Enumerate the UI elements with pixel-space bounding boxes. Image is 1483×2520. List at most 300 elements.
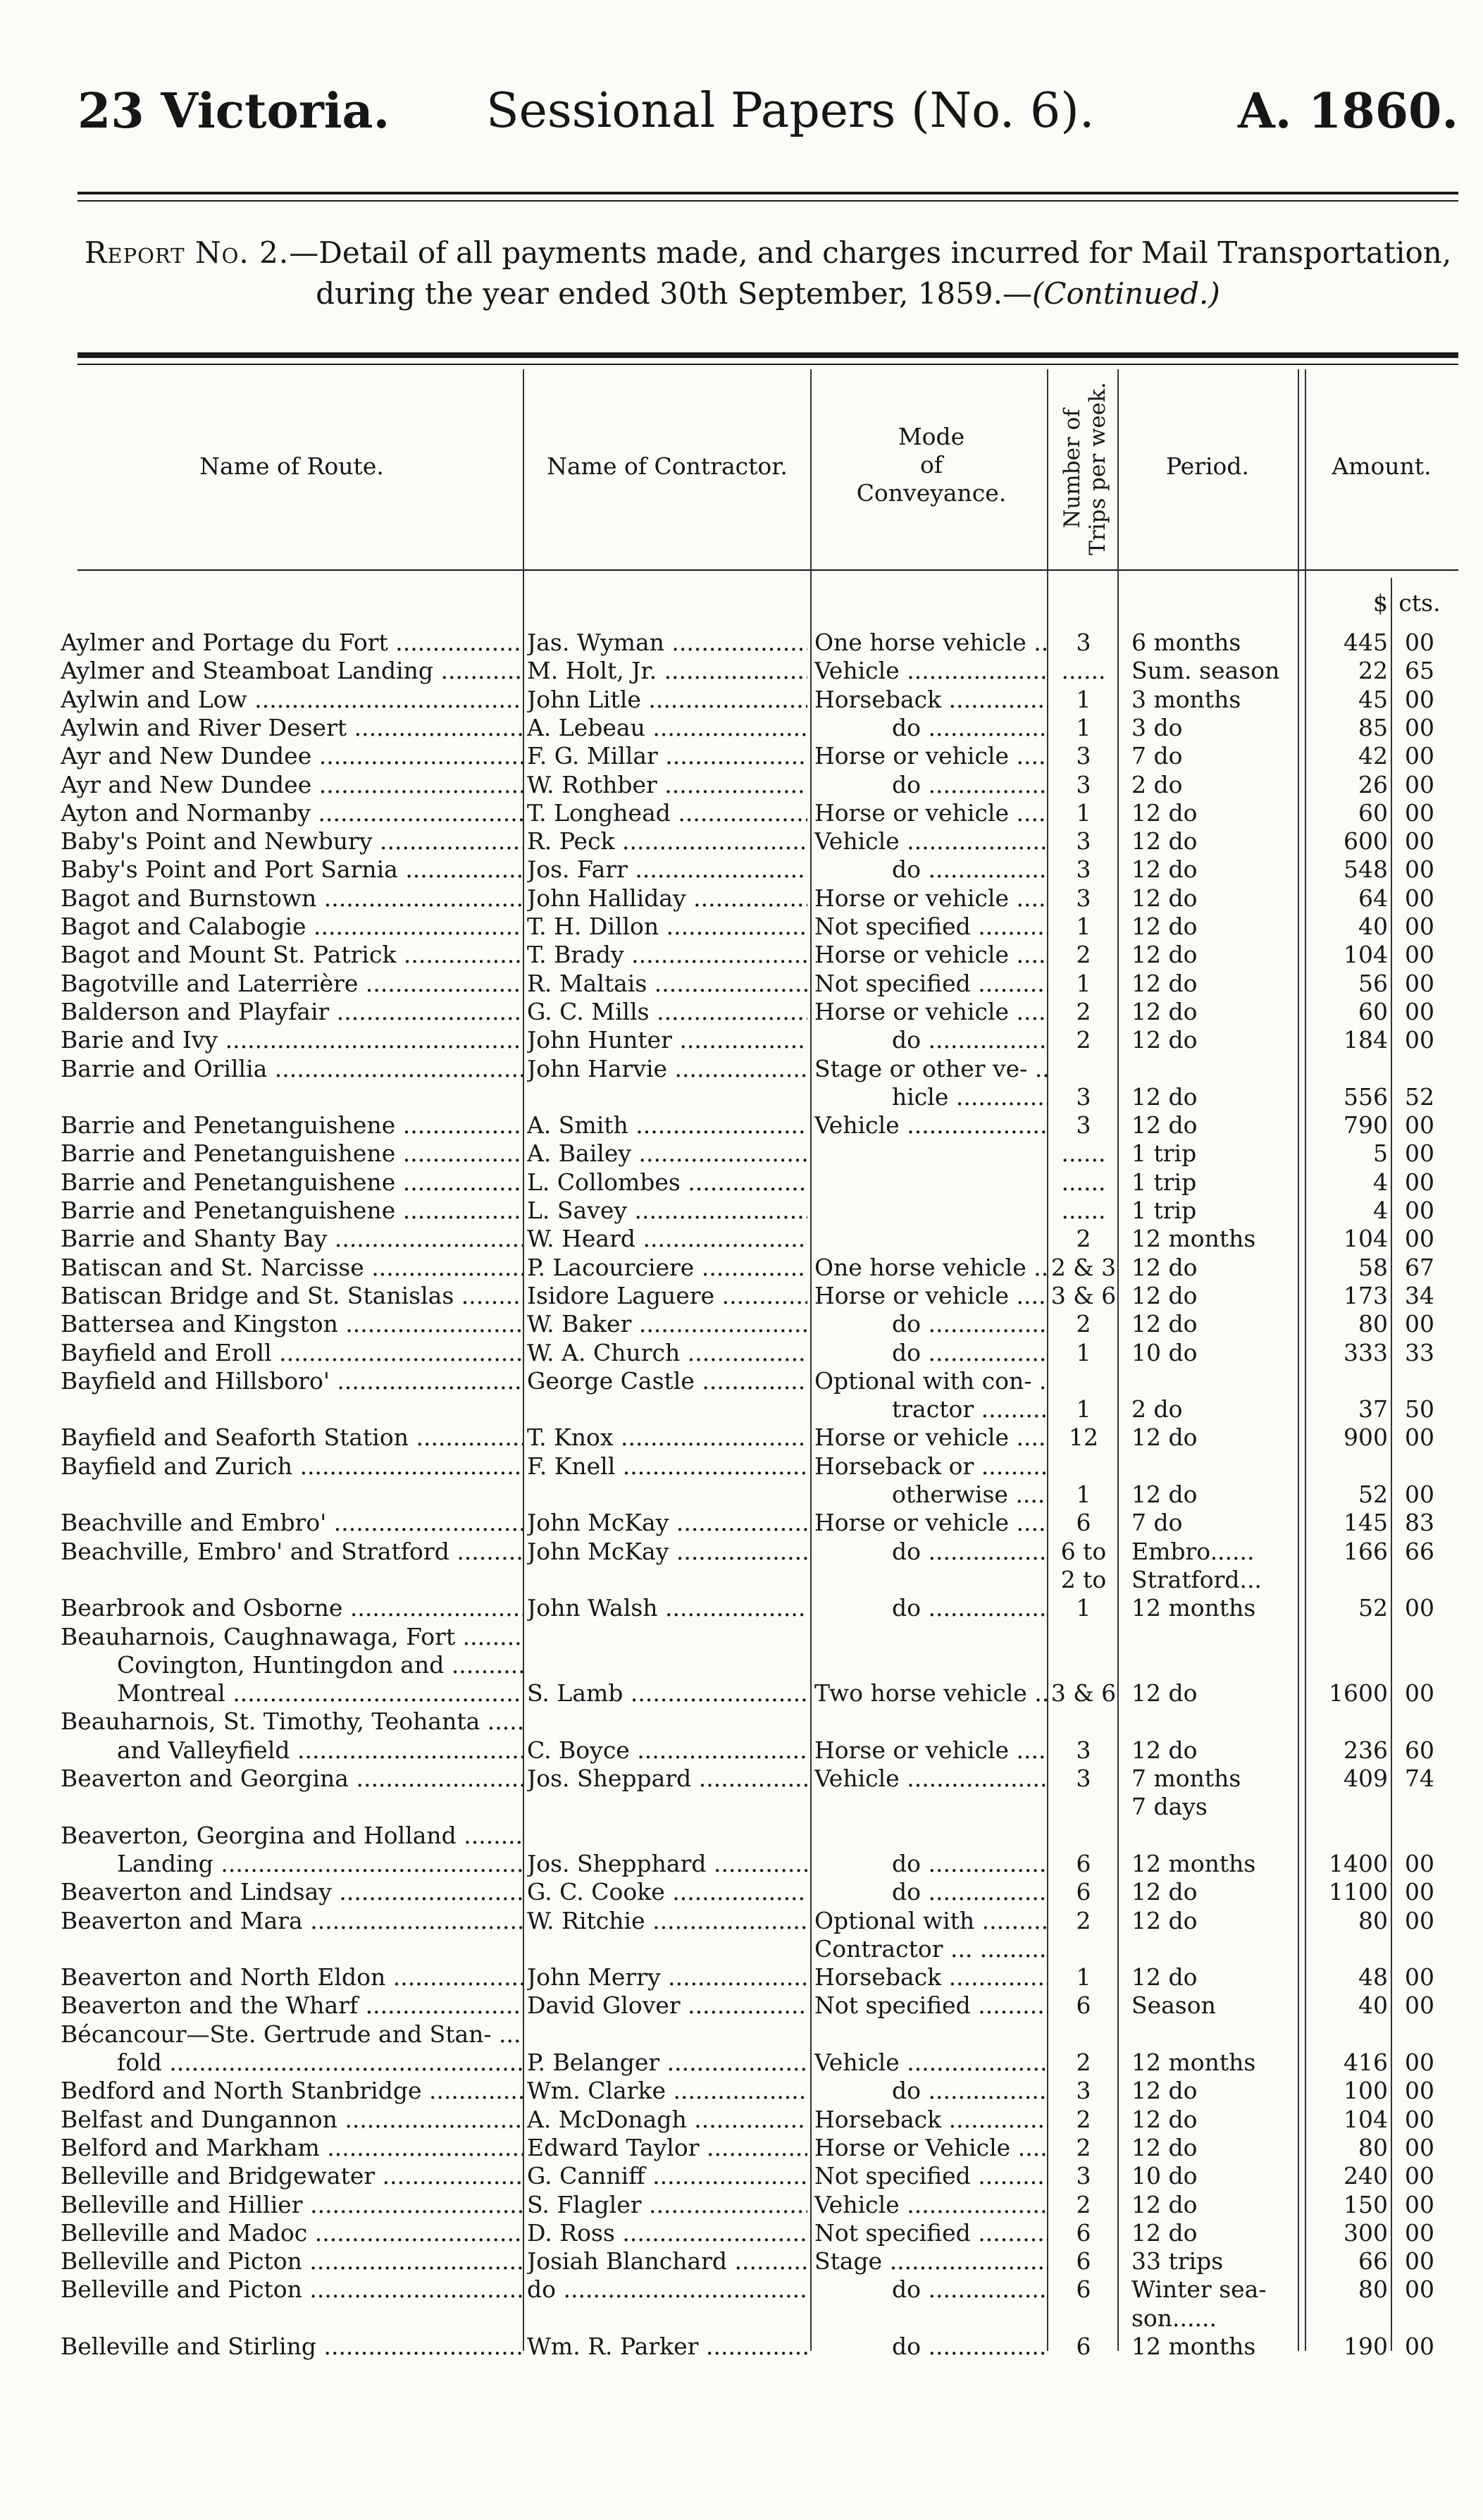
amount-cents: 00 [1405,1026,1434,1054]
amount-dollars: 56 [1358,970,1388,997]
conveyance-mode: do ..... [814,1878,1048,1906]
amount-cents: 00 [1405,1225,1434,1252]
amount-cents: 66 [1405,1538,1434,1565]
contractor-name: John Harvie ..... [527,1055,807,1082]
trips-per-week: 3 [1076,1111,1091,1139]
trips-per-week: 2 [1076,1225,1091,1252]
route-name: Beaverton and the Wharf ..... [61,1991,523,2019]
period: 12 months [1131,2049,1256,2076]
conveyance-mode: otherwise ..... [814,1481,1048,1508]
amount-cents: 60 [1405,1736,1434,1764]
contractor-name: L. Collombes ..... [527,1168,807,1196]
period: 12 do [1131,1282,1198,1309]
conveyance-mode: Horse or vehicle ..... [814,1282,1048,1309]
conveyance-mode: Not specified ..... [814,2162,1048,2189]
trips-per-week: 12 [1069,1423,1098,1451]
period: 12 do [1131,1254,1198,1281]
col-divider-5 [1298,369,1299,2351]
route-name: Belleville and Hillier ..... [61,2191,523,2218]
amount-dollars: 64 [1358,884,1388,912]
conveyance-mode: Contractor ... ..... [814,1935,1048,1963]
amount-cents: 33 [1405,1339,1434,1366]
route-name: Ayr and New Dundee ..... [61,771,523,798]
amount-dollars: 556 [1344,1083,1388,1111]
amount-cents: 34 [1405,1282,1434,1309]
route-name: Beaverton and Lindsay ..... [61,1878,523,1906]
amount-dollars: 60 [1358,998,1388,1025]
amount-dollars: 5 [1373,1139,1388,1167]
route-name: Aylwin and Low ..... [61,686,523,713]
period: 12 months [1131,2333,1256,2360]
contractor-name: Josiah Blanchard ..... [527,2247,807,2275]
amount-cents: 00 [1405,2219,1434,2247]
conveyance-mode: do ..... [814,2275,1048,2303]
contractor-name: G. Canniff ..... [527,2162,807,2189]
contractor-name: T. H. Dillon ..... [527,913,807,940]
route-name: Baby's Point and Port Sarnia ..... [61,856,523,883]
period: son...... [1131,2304,1217,2332]
conveyance-mode: Not specified ..... [814,970,1048,997]
route-name: Beaverton and Mara ..... [61,1907,523,1934]
amount-dollars: 104 [1344,1225,1388,1252]
trips-per-week: 2 [1076,2106,1091,2133]
conveyance-mode: do ..... [814,1026,1048,1054]
conveyance-mode: Not specified ..... [814,1991,1048,2019]
document-title: Sessional Papers (No. 6). [486,83,1095,139]
contractor-name: M. Holt, Jr. ..... [527,657,807,684]
amount-cents: 67 [1405,1254,1434,1281]
period: Sum. season [1131,657,1280,684]
trips-per-week: 3 [1076,884,1091,912]
amount-cents: 00 [1405,1679,1434,1707]
conveyance-mode: do ..... [814,1310,1048,1338]
contractor-name: A. McDonagh ..... [527,2106,807,2133]
contractor-name: W. Rothber ..... [527,771,807,798]
period: 12 do [1131,1481,1198,1508]
amount-cents: 00 [1405,629,1434,656]
col-divider-5b [1305,369,1306,2351]
conveyance-mode: Vehicle ..... [814,657,1048,684]
amount-dollars: 445 [1344,629,1388,656]
contractor-name: George Castle ..... [527,1367,807,1395]
col-divider-4 [1117,369,1119,2351]
amount-dollars: 4 [1373,1168,1388,1196]
amount-cents: 65 [1405,657,1434,684]
trips-per-week: 6 [1076,1850,1091,1877]
period: 12 do [1131,884,1198,912]
period: 12 do [1131,856,1198,883]
route-name: Beaverton and Georgina ..... [61,1765,523,1792]
amount-dollars: 900 [1344,1423,1388,1451]
route-name: Belleville and Stirling ..... [61,2333,523,2360]
amount-dollars: 52 [1358,1594,1388,1622]
route-name: and Valleyfield ..... [61,1736,523,1764]
trips-per-week: 1 [1076,1481,1091,1508]
trips-per-week: 3 & 6 [1050,1282,1117,1309]
conveyance-mode: Horse or vehicle ..... [814,941,1048,968]
amount-dollars: 80 [1358,2134,1388,2161]
period: 12 months [1131,1225,1256,1252]
contractor-name: Wm. R. Parker ..... [527,2333,807,2360]
period: 1 trip [1131,1197,1197,1224]
conveyance-mode: Horseback ..... [814,1963,1048,1991]
trips-per-week: 3 [1076,1736,1091,1764]
amount-cents: 00 [1405,1850,1434,1877]
route-name: Bayfield and Zurich ..... [61,1452,523,1480]
period: 12 do [1131,1736,1198,1764]
amount-cents: 00 [1405,2106,1434,2133]
amount-cents: 00 [1405,799,1434,827]
period: Stratford... [1131,1566,1262,1593]
amount-cents: 00 [1405,2333,1434,2360]
trips-per-week: 6 [1076,2219,1091,2247]
contractor-name: P. Belanger ..... [527,2049,807,2076]
conveyance-mode: Two horse vehicle ..... [814,1679,1048,1707]
amount-cents: 00 [1405,1907,1434,1934]
period: Season [1131,1991,1216,2019]
contractor-name: R. Maltais ..... [527,970,807,997]
conveyance-mode: Horse or vehicle ..... [814,1736,1048,1764]
amount-dollars: 409 [1344,1765,1388,1792]
conveyance-mode: Vehicle ..... [814,2049,1048,2076]
amount-cents: 00 [1405,941,1434,968]
header-rule-bottom [77,200,1458,202]
period: 12 months [1131,1594,1256,1622]
route-name: Batiscan Bridge and St. Stanislas ..... [61,1282,523,1309]
conveyance-mode: do ..... [814,1538,1048,1565]
period: 12 do [1131,799,1198,827]
period: 12 do [1131,1907,1198,1934]
amount-dollars: 1600 [1329,1679,1388,1707]
amount-cents: 00 [1405,856,1434,883]
contractor-name: Jas. Wyman ..... [527,629,807,656]
header-route: Name of Route. [199,452,384,480]
amount-dollars: 333 [1344,1339,1388,1366]
amount-dollars: 104 [1344,2106,1388,2133]
period: 1 trip [1131,1168,1197,1196]
trips-per-week: 3 [1076,856,1091,883]
period: 33 trips [1131,2247,1224,2275]
trips-per-week: 3 [1076,827,1091,855]
contractor-name: F. G. Millar ..... [527,742,807,770]
trips-per-week: 1 [1076,714,1091,741]
period: 3 months [1131,686,1241,713]
period: 2 do [1131,1395,1183,1423]
trips-per-week: 6 [1076,2275,1091,2303]
amount-dollars: 22 [1358,657,1388,684]
contractor-name: John Merry ..... [527,1963,807,1991]
route-name: Barrie and Penetanguishene ..... [61,1168,523,1196]
period: 12 do [1131,2077,1198,2104]
amount-cents: 74 [1405,1765,1434,1792]
period: 12 months [1131,1850,1256,1877]
amount-cents: 50 [1405,1395,1434,1423]
conveyance-mode: do ..... [814,771,1048,798]
conveyance-mode: Vehicle ..... [814,1765,1048,1792]
trips-per-week: 1 [1076,1395,1091,1423]
trips-per-week: 6 [1076,1878,1091,1906]
header-trips-line1: Number of [1060,409,1085,529]
amount-cents: 00 [1405,1197,1434,1224]
conveyance-mode: Horse or vehicle ..... [814,1509,1048,1536]
contractor-name: A. Smith ..... [527,1111,807,1139]
route-name: Belleville and Bridgewater ..... [61,2162,523,2189]
table-rule-heavy [77,352,1458,358]
trips-per-week: 6 [1076,2247,1091,2275]
amount-cents: 00 [1405,913,1434,940]
conveyance-mode: One horse vehicle ..... [814,629,1048,656]
contractor-name: W. Baker ..... [527,1310,807,1338]
contractor-name: David Glover ..... [527,1991,807,2019]
route-name: Beaverton and North Eldon ..... [61,1963,523,1991]
amount-cents: 00 [1405,970,1434,997]
route-name: Barrie and Orillia ..... [61,1055,523,1082]
trips-per-week: 2 [1076,1026,1091,1054]
route-name: Bécancour—Ste. Gertrude and Stan- ..... [61,2020,523,2048]
conveyance-mode: Horse or vehicle ..... [814,998,1048,1025]
amount-cents: 00 [1405,1168,1434,1196]
amount-cents: 00 [1405,714,1434,741]
amount-dollars: 416 [1344,2049,1388,2076]
amount-dollars: 45 [1358,686,1388,713]
amount-cents: 00 [1405,1310,1434,1338]
route-name: Covington, Huntingdon and ..... [61,1651,523,1679]
amount-dollars: 80 [1358,1907,1388,1934]
contractor-name: W. A. Church ..... [527,1339,807,1366]
route-name: Bagot and Burnstown ..... [61,884,523,912]
conveyance-mode: Not specified ..... [814,2219,1048,2247]
period: 7 months [1131,1765,1241,1792]
session-label: 23 Victoria. [77,83,390,140]
amount-dollars: 100 [1344,2077,1388,2104]
period: 12 do [1131,970,1198,997]
period: 12 do [1131,2106,1198,2133]
report-label: Report No. 2. [84,235,290,270]
conveyance-mode: Vehicle ..... [814,827,1048,855]
trips-per-week: 3 [1076,742,1091,770]
contractor-name: A. Bailey ..... [527,1139,807,1167]
report-continued: (Continued.) [1032,276,1220,311]
trips-per-week: 1 [1076,686,1091,713]
conveyance-mode: Horse or vehicle ..... [814,742,1048,770]
amount-dollars: 145 [1344,1509,1388,1536]
period: 12 do [1131,913,1198,940]
period: 12 do [1131,1026,1198,1054]
amount-cents: 00 [1405,1878,1434,1906]
contractor-name: John Walsh ..... [527,1594,807,1622]
conveyance-mode: do ..... [814,1339,1048,1366]
contractor-name: John McKay ..... [527,1538,807,1565]
contractor-name: R. Peck ..... [527,827,807,855]
amount-cents: 00 [1405,1963,1434,1991]
header-contractor: Name of Contractor. [547,452,788,480]
conveyance-mode: Stage or other ve- ..... [814,1055,1048,1082]
trips-per-week: 1 [1076,913,1091,940]
amount-cents: 00 [1405,2049,1434,2076]
conveyance-mode: do ..... [814,856,1048,883]
trips-per-week: ...... [1061,1168,1106,1196]
trips-per-week: 2 to [1060,1566,1107,1593]
trips-per-week: 2 [1076,2134,1091,2161]
amount-cents: 00 [1405,884,1434,912]
header-trips [1057,373,1113,564]
route-name: Belleville and Picton ..... [61,2247,523,2275]
trips-per-week: ...... [1061,1197,1106,1224]
trips-per-week: 2 & 3 [1050,1254,1117,1281]
route-name: Barrie and Penetanguishene ..... [61,1197,523,1224]
trips-per-week: 2 [1076,941,1091,968]
amount-cents: 83 [1405,1509,1434,1536]
route-name: Balderson and Playfair ..... [61,998,523,1025]
period: 2 do [1131,771,1183,798]
conveyance-mode: Horseback or ..... [814,1452,1048,1480]
conveyance-mode: do ..... [814,2077,1048,2104]
amount-cents: 52 [1405,1083,1434,1111]
trips-per-week: 1 [1076,1339,1091,1366]
conveyance-mode: One horse vehicle ..... [814,1254,1048,1281]
route-name: fold ..... [61,2049,523,2076]
route-name: Beauharnois, Caughnawaga, Fort ..... [61,1623,523,1650]
route-name: Beachville and Embro' ..... [61,1509,523,1536]
year-label: A. 1860. [1237,83,1458,140]
trips-per-week: 6 [1076,2333,1091,2360]
amount-dollars: 42 [1358,742,1388,770]
trips-per-week: 2 [1076,2191,1091,2218]
route-name: Belford and Markham ..... [61,2134,523,2161]
col-divider-1 [523,369,524,2351]
table-rule-thin [77,364,1458,365]
conveyance-mode: Stage ..... [814,2247,1048,2275]
route-name: Barrie and Shanty Bay ..... [61,1225,523,1252]
amount-cents: 00 [1405,827,1434,855]
amount-dollars: 26 [1358,771,1388,798]
trips-per-week: 2 [1076,998,1091,1025]
route-name: Ayr and New Dundee ..... [61,742,523,770]
trips-per-week: 6 [1076,1509,1091,1536]
route-name: Beaverton, Georgina and Holland ..... [61,1822,523,1849]
contractor-name: L. Savey ..... [527,1197,807,1224]
route-name: Belleville and Picton ..... [61,2275,523,2303]
header-mode [814,423,1048,507]
route-name: Bayfield and Hillsboro' ..... [61,1367,523,1395]
period: 12 do [1131,1423,1198,1451]
amount-dollars: 4 [1373,1197,1388,1224]
header-cents: cts. [1398,589,1441,617]
amount-dollars: 236 [1344,1736,1388,1764]
route-name: Montreal ..... [61,1679,523,1707]
header-mode-line2: of [919,451,943,478]
contractor-name: Wm. Clarke ..... [527,2077,807,2104]
amount-dollars: 66 [1358,2247,1388,2275]
contractor-name: John McKay ..... [527,1509,807,1536]
header-rule-top [77,192,1458,194]
route-name: Belfast and Dungannon ..... [61,2106,523,2133]
route-name: Beachville, Embro' and Stratford ..... [61,1538,523,1565]
conveyance-mode: do ..... [814,1850,1048,1877]
amount-dollars: 80 [1358,2275,1388,2303]
conveyance-mode: Vehicle ..... [814,2191,1048,2218]
amount-cents: 00 [1405,2134,1434,2161]
period: 12 do [1131,2219,1198,2247]
amount-dollars: 85 [1358,714,1388,741]
col-divider-2 [810,369,812,2351]
contractor-name: T. Brady ..... [527,941,807,968]
trips-per-week: 6 [1076,1991,1091,2019]
period: 7 do [1131,1509,1183,1536]
conveyance-mode: do ..... [814,714,1048,741]
contractor-name: T. Longhead ..... [527,799,807,827]
header-divider [77,569,1458,571]
amount-cents: 00 [1405,2247,1434,2275]
amount-dollars: 166 [1344,1538,1388,1565]
amount-cents: 00 [1405,2162,1434,2189]
contractor-name: Edward Taylor ..... [527,2134,807,2161]
route-name: Landing ..... [61,1850,523,1877]
contractor-name: S. Flagler ..... [527,2191,807,2218]
contractor-name: T. Knox ..... [527,1423,807,1451]
amount-dollars: 52 [1358,1481,1388,1508]
conveyance-mode: Horse or vehicle ..... [814,1423,1048,1451]
amount-dollars: 150 [1344,2191,1388,2218]
amount-cents: 00 [1405,742,1434,770]
trips-per-week: 3 [1076,629,1091,656]
route-name: Belleville and Madoc ..... [61,2219,523,2247]
report-text-line2: during the year ended 30th September, 1859.— [316,276,1032,311]
period: 12 do [1131,1310,1198,1338]
header-mode-line1: Mode [898,423,965,450]
amount-dollars: 58 [1358,1254,1388,1281]
route-name: Batiscan and St. Narcisse ..... [61,1254,523,1281]
contractor-name: W. Ritchie ..... [527,1907,807,1934]
trips-per-week: ...... [1061,1139,1106,1167]
contractor-name: John Litle ..... [527,686,807,713]
contractor-name: G. C. Mills ..... [527,998,807,1025]
period: 12 do [1131,2191,1198,2218]
amount-dollars: 48 [1358,1963,1388,1991]
amount-cents: 00 [1405,686,1434,713]
trips-per-week: ...... [1061,657,1106,684]
header-mode-line3: Conveyance. [856,479,1007,507]
header-period: Period. [1165,452,1250,480]
route-name: Barrie and Penetanguishene ..... [61,1139,523,1167]
amount-cents: 00 [1405,2275,1434,2303]
trips-per-week: 3 [1076,2077,1091,2104]
amount-cents: 00 [1405,1139,1434,1167]
period: 3 do [1131,714,1183,741]
contractor-name: John Hunter ..... [527,1026,807,1054]
amount-dollars: 173 [1344,1282,1388,1309]
trips-per-week: 1 [1076,1963,1091,1991]
trips-per-week: 3 [1076,1083,1091,1111]
contractor-name: G. C. Cooke ..... [527,1878,807,1906]
conveyance-mode: do ..... [814,2333,1048,2360]
amount-dollars: 80 [1358,1310,1388,1338]
amount-dollars: 60 [1358,799,1388,827]
conveyance-mode: Horse or vehicle ..... [814,799,1048,827]
route-name: Beauharnois, St. Timothy, Teohanta ..... [61,1707,523,1735]
col-divider-6 [1391,578,1392,2351]
contractor-name: C. Boyce ..... [527,1736,807,1764]
amount-dollars: 37 [1358,1395,1388,1423]
period: 12 do [1131,1083,1198,1111]
conveyance-mode: Not specified ..... [814,913,1048,940]
contractor-name: John Halliday ..... [527,884,807,912]
header-dollars: $ [1373,589,1388,617]
amount-dollars: 548 [1344,856,1388,883]
period: 6 months [1131,629,1241,656]
amount-dollars: 190 [1344,2333,1388,2360]
page-header [77,83,1458,147]
